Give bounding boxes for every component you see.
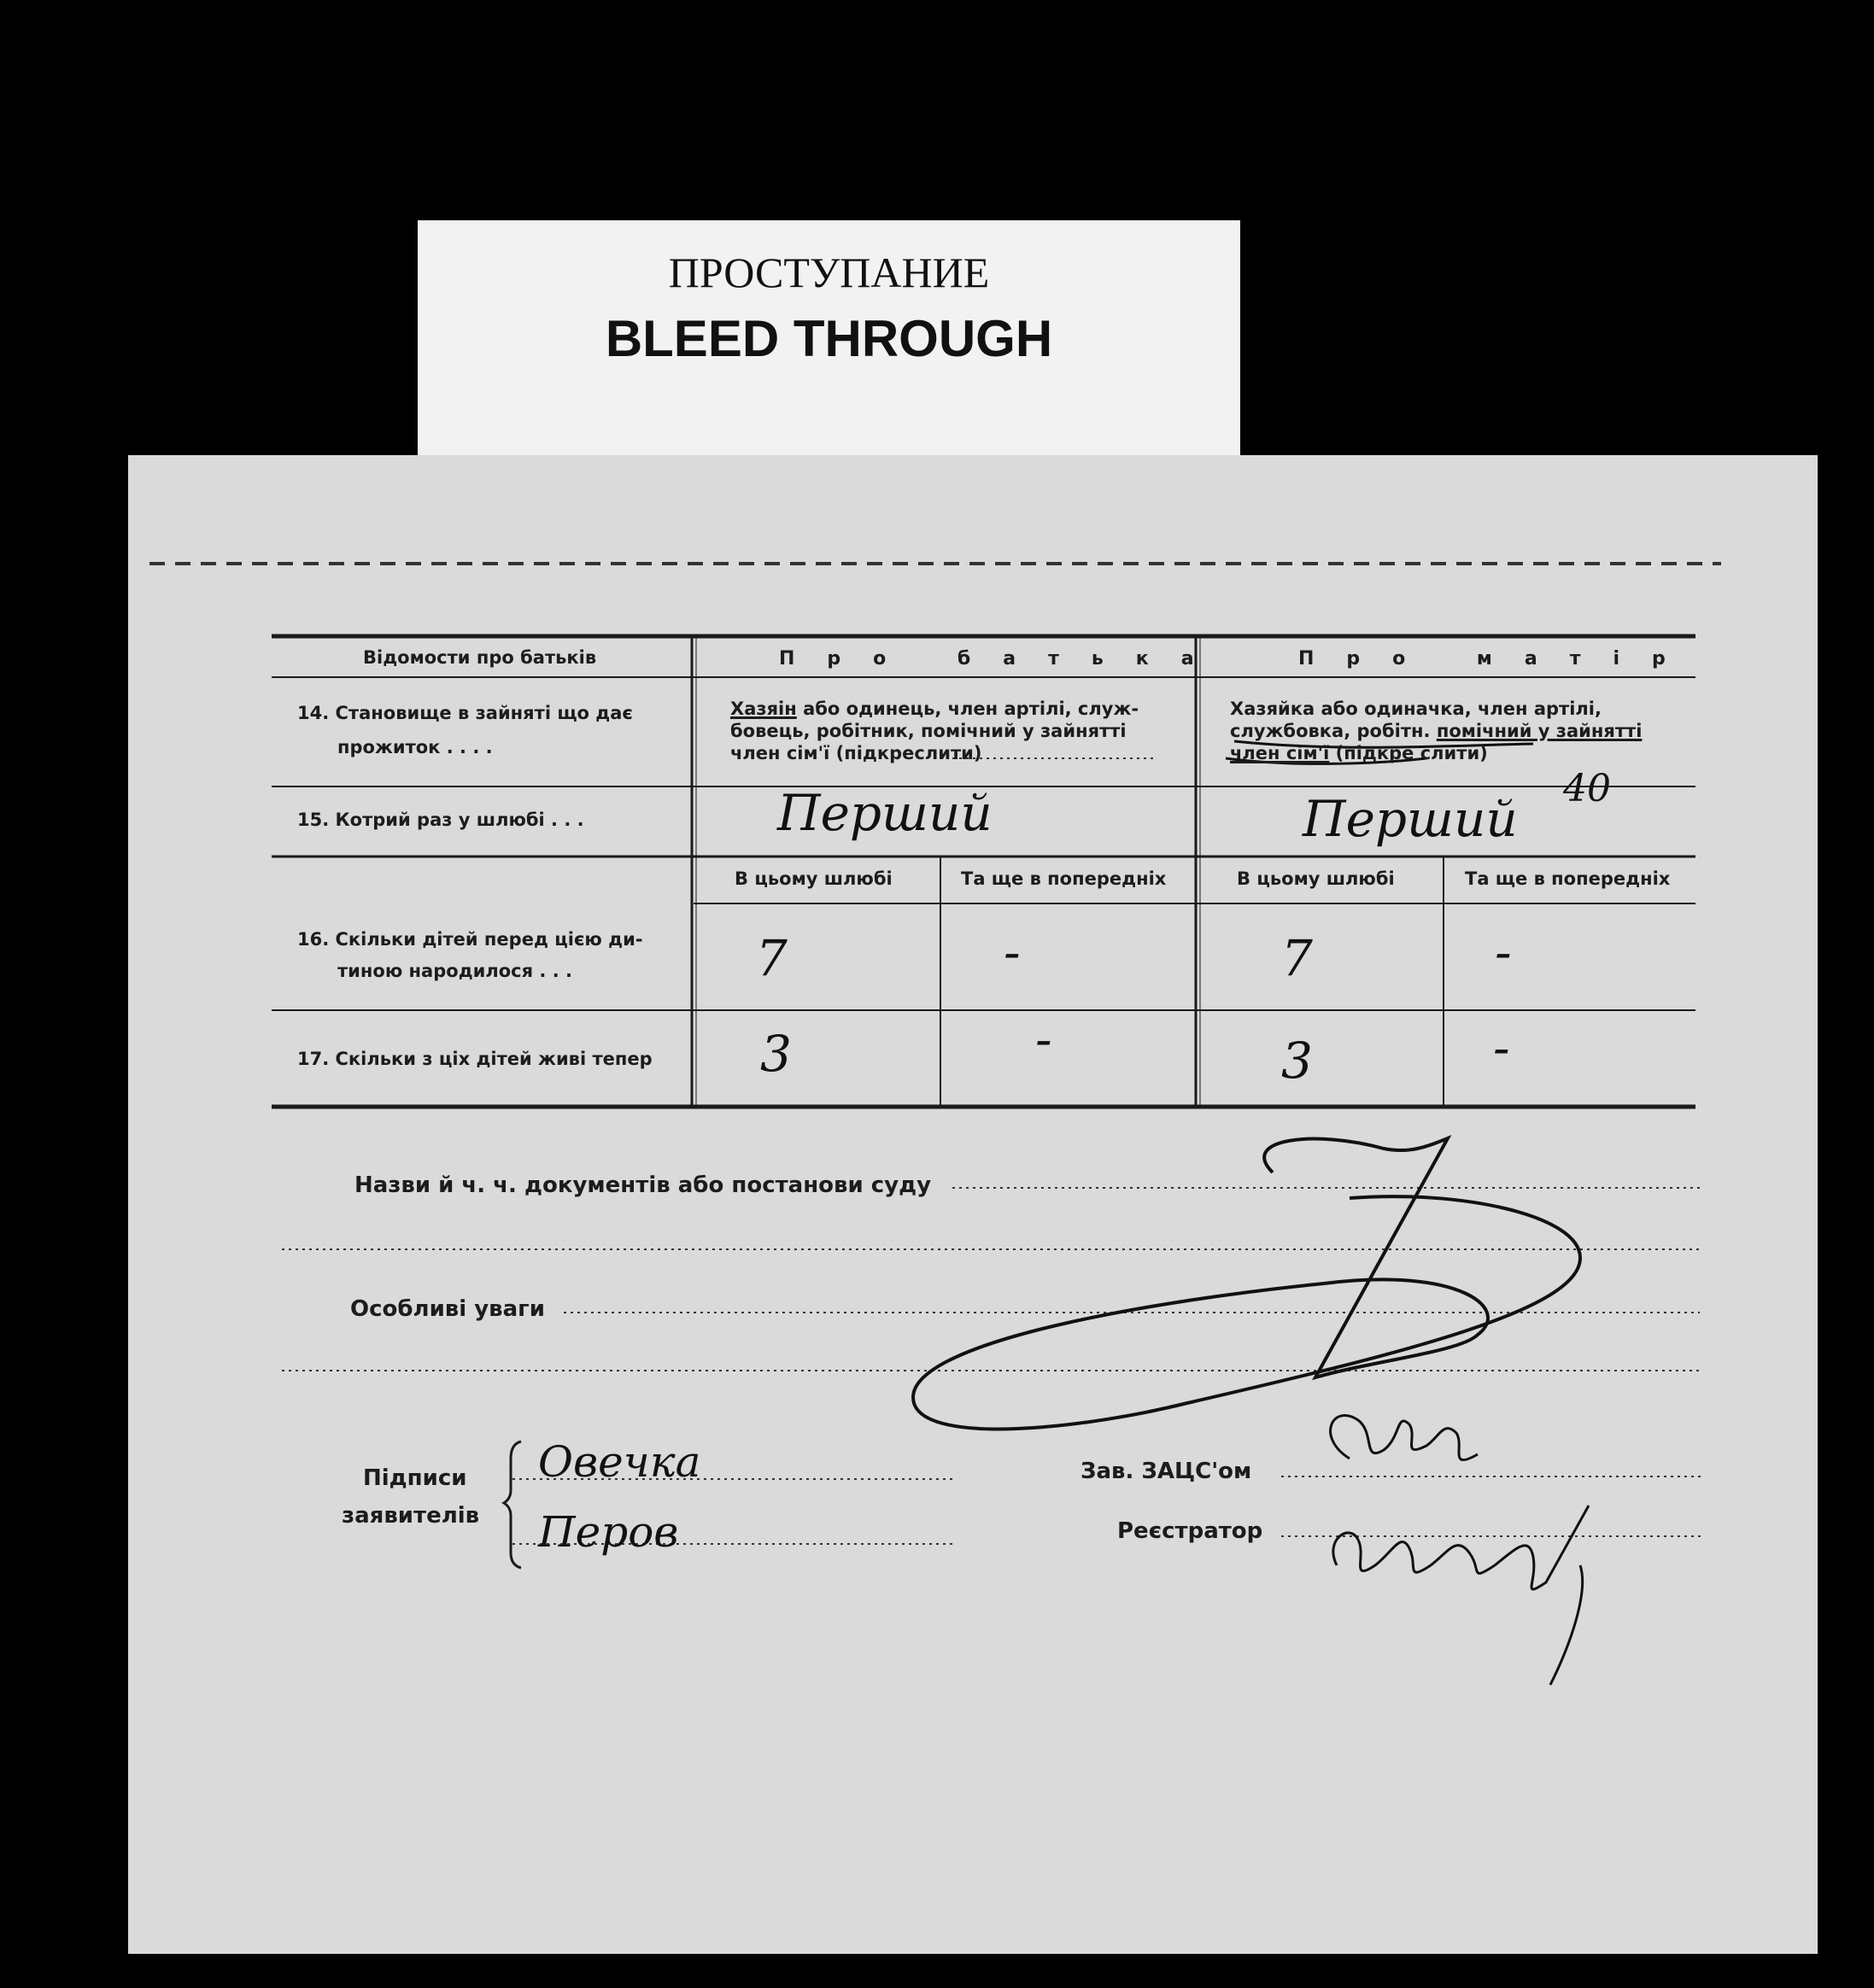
- row14-mother-line2: службовка, робітн. помічний у зайнятті: [1230, 721, 1643, 741]
- row17-mother-prev: -: [1493, 1019, 1510, 1077]
- sub-mother-prev: Та ще в попередніх: [1465, 868, 1671, 889]
- applicants-label-2: заявителів: [342, 1503, 480, 1529]
- row14-father-line3: член сім'ї (підкреслити): [730, 743, 982, 763]
- form-rules: [128, 455, 1818, 1954]
- row15-mother-value: Перший: [1303, 790, 1518, 848]
- row14-label-2: прожиток . . . .: [337, 737, 493, 757]
- z-crossout-mark: [913, 1138, 1580, 1429]
- row14-father-line2: бовець, робітник, помічний у зайнятті: [730, 721, 1127, 741]
- margin-note: 40: [1563, 767, 1611, 810]
- sub-mother-this: В цьому шлюбі: [1237, 868, 1395, 889]
- mother-underlined-option-2: член сім'ї: [1230, 743, 1330, 763]
- row15-father-value: Перший: [777, 784, 993, 842]
- sub-father-this: В цьому шлюбі: [735, 868, 893, 889]
- card-title-ru: ПРОСТУПАНИЕ: [668, 248, 990, 296]
- header-mother: Про матір: [1298, 648, 1698, 669]
- row16-mother-this: 7: [1281, 929, 1313, 987]
- row14-mother-line3: член сім'ї (підкре слити): [1230, 743, 1488, 763]
- row17-father-prev: -: [1035, 1010, 1052, 1068]
- row16-father-prev: -: [1004, 923, 1021, 981]
- row16-father-this: 7: [756, 929, 788, 987]
- registrar-label: Реєстратор: [1117, 1518, 1263, 1544]
- card-title-en: BLEED THROUGH: [605, 310, 1053, 367]
- sub-father-prev: Та ще в попередніх: [961, 868, 1167, 889]
- applicants-label-1: Підписи: [363, 1465, 467, 1491]
- row16-mother-prev: -: [1495, 923, 1512, 981]
- header-info: Відомости про батьків: [363, 647, 597, 668]
- applicant-signature-1: Овечка: [538, 1437, 701, 1487]
- head-zags-label: Зав. ЗАЦС'ом: [1080, 1459, 1252, 1484]
- applicant-signature-2: Перов: [538, 1507, 679, 1557]
- row16-label-1: 16. Скільки дітей перед цією ди-: [297, 929, 643, 950]
- row17-label: 17. Скільки з ціх дітей живі тепер: [297, 1049, 653, 1069]
- row17-mother-this: 3: [1281, 1032, 1313, 1090]
- row17-father-this: 3: [760, 1025, 792, 1083]
- row14-father-line1: Хазяін або одинець, член артілі, служ-: [730, 699, 1139, 719]
- documents-label: Назви й ч. ч. документів або постанови суду: [354, 1172, 932, 1198]
- remarks-label: Особливі уваги: [350, 1296, 545, 1322]
- bleed-through-card: [418, 220, 1240, 455]
- father-underlined-option: Хазяін: [730, 699, 797, 719]
- row15-label: 15. Котрий раз у шлюбі . . .: [297, 810, 584, 830]
- row16-label-2: тиною народилося . . .: [337, 961, 572, 981]
- row14-label-1: 14. Становище в зайняті що дає: [297, 703, 633, 723]
- row14-mother-line1: Хазяйка або одиначка, член артілі,: [1230, 699, 1602, 719]
- form-sheet: [128, 455, 1818, 1954]
- header-father: Про батька: [779, 648, 1227, 669]
- signatures-brace: [504, 1441, 521, 1568]
- mother-underlined-option-1: помічний у зайнятті: [1436, 721, 1643, 741]
